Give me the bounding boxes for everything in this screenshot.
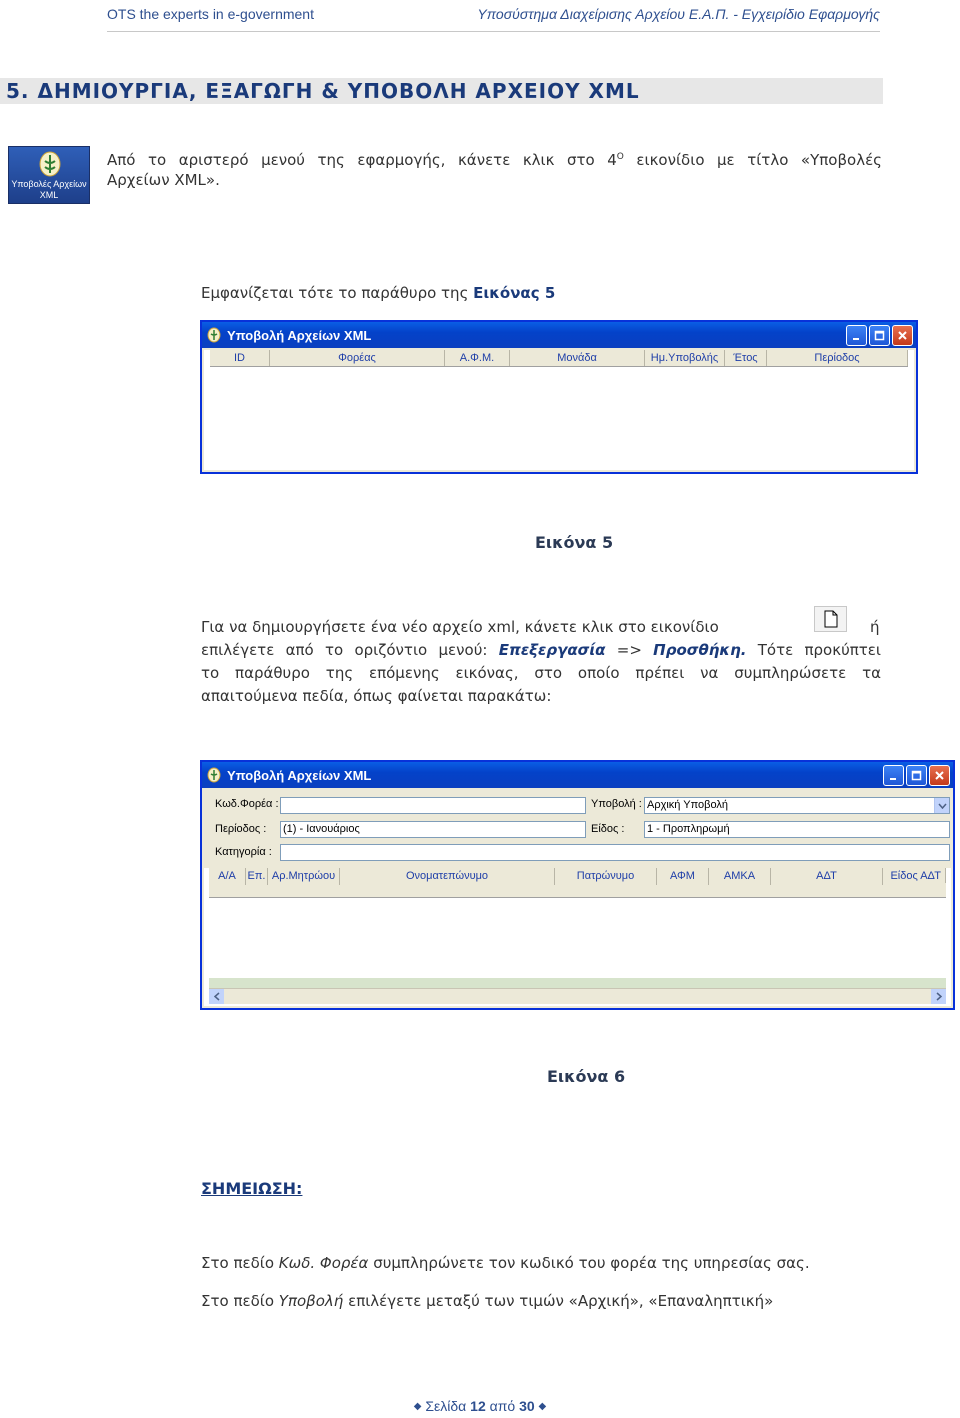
new-file-button-sample — [814, 606, 847, 632]
window-title-bar[interactable] — [202, 322, 916, 348]
horizontal-scrollbar[interactable] — [209, 988, 946, 1004]
kod-forea-field[interactable] — [280, 797, 586, 814]
emblem-icon — [39, 151, 61, 177]
page-header — [107, 6, 880, 28]
eidos-label: Είδος : — [591, 823, 625, 835]
intro-text-b: εικονίδιο με τίτλο «Υποβολές — [636, 151, 882, 169]
col-header-ep[interactable]: Επ. — [246, 868, 268, 885]
katigoria-label: Κατηγορία : — [215, 846, 272, 858]
scroll-right-button[interactable] — [931, 989, 946, 1004]
maximize-icon — [874, 330, 885, 341]
minimize-icon — [888, 770, 899, 781]
scroll-left-button[interactable] — [209, 989, 224, 1004]
window-title-bar[interactable] — [202, 762, 953, 788]
menu-add-label: Προσθήκη. — [653, 641, 747, 659]
xml-submission-form-window — [200, 760, 955, 1010]
intro-line-1 — [107, 146, 882, 171]
col-header-mitroo[interactable]: Αρ.Μητρώου — [268, 868, 340, 885]
grid-header — [209, 868, 946, 898]
new-file-line-1a: Για να δημιουργήσετε ένα νέο αρχείο xml, κάνετε κλικ στο εικονίδιο — [201, 618, 719, 636]
note1-text-a: Στο πεδίο — [201, 1254, 279, 1272]
katigoria-field[interactable] — [280, 844, 950, 861]
diamond-icon: ◆ — [538, 1401, 547, 1412]
close-button[interactable] — [929, 765, 950, 786]
footer-total-pages: 30 — [519, 1398, 535, 1414]
chevron-left-icon — [214, 992, 220, 1001]
note-line-1 — [201, 1252, 810, 1274]
figure-6-caption: Εικόνα 6 — [547, 1067, 626, 1086]
fig5-reference: Εικόνας 5 — [473, 284, 556, 302]
intro-text-a: Από το αριστερό μενού της εφαρμογής, κάνετε κλικ στο 4 — [107, 151, 617, 169]
close-icon — [934, 770, 945, 781]
col-header-eidos-adt[interactable]: Είδος ΑΔΤ — [883, 868, 946, 883]
col-header-afm[interactable]: Α.Φ.Μ. — [445, 350, 510, 366]
app-small-icon — [206, 767, 222, 783]
new-document-icon — [823, 610, 839, 628]
chevron-right-icon — [936, 992, 942, 1001]
footer-page-number: 12 — [470, 1398, 486, 1414]
menu-instruction-text: επιλέγετε από το οριζόντιο μενού: — [201, 641, 499, 659]
fig5-intro-text: Εμφανίζεται τότε το παράθυρο της — [201, 284, 474, 302]
col-header-submission-date[interactable]: Ημ.Υποβολής — [645, 350, 725, 366]
window-title: Υποβολή Αρχείων XML — [227, 327, 372, 343]
section-title: 5. ΔΗΜΙΟΥΡΓΙΑ, ΕΞΑΓΩΓΗ & ΥΠΟΒΟΛΗ ΑΡΧΕΙΟΥ XML — [0, 78, 883, 104]
maximize-icon — [911, 770, 922, 781]
ypovoli-select[interactable] — [644, 797, 950, 814]
note1-text-b: συμπληρώνετε τον κωδικό του φορέα της υπηρεσίας σας. — [368, 1254, 810, 1272]
window-controls — [846, 325, 913, 346]
new-file-line-3: το παράθυρο της επόμενης εικόνας, στο οποίο πρέπει να συμπληρώσετε τα — [201, 664, 881, 682]
maximize-button[interactable] — [906, 765, 927, 786]
submissions-grid[interactable] — [204, 350, 914, 470]
employees-grid[interactable] — [204, 868, 951, 1006]
minimize-button[interactable] — [883, 765, 904, 786]
menu-arrow: => — [605, 641, 654, 659]
new-file-line-2 — [201, 639, 881, 661]
col-header-aa[interactable]: Α/Α — [209, 868, 246, 885]
col-header-period[interactable]: Περίοδος — [767, 350, 908, 366]
then-text: Τότε προκύπτει — [746, 641, 881, 659]
chevron-down-icon — [938, 803, 947, 809]
ypovoli-label: Υποβολή : — [591, 798, 642, 810]
header-document-title: Υποσύστημα Διαχείρισης Αρχείου Ε.Α.Π. - Εγχειρίδιο Εφαρμογής — [477, 6, 880, 22]
submissions-list-window — [200, 320, 918, 474]
close-icon — [897, 330, 908, 341]
periodos-field[interactable]: (1) - Ιανουάριος — [280, 821, 586, 838]
col-header-year[interactable]: Έτος — [725, 350, 767, 366]
col-header-afm[interactable]: ΑΦΜ — [657, 868, 709, 885]
note-title: ΣΗΜΕΙΩΣΗ: — [201, 1179, 303, 1198]
col-header-amka[interactable]: ΑΜΚΑ — [709, 868, 771, 885]
ordinal-superscript: Ο — [616, 152, 624, 162]
footer-of-label: από — [489, 1398, 516, 1414]
fig5-intro-paragraph — [201, 282, 555, 304]
menu-edit-label: Επεξεργασία — [498, 641, 606, 659]
diamond-icon: ◆ — [413, 1401, 422, 1412]
page-footer — [0, 1398, 960, 1414]
window-controls — [883, 765, 950, 786]
app-icon-caption: Υποβολές Αρχείων XML — [11, 179, 87, 200]
periodos-label: Περίοδος : — [215, 823, 267, 835]
xml-submissions-app-icon — [8, 146, 90, 204]
col-header-id[interactable]: ID — [210, 350, 270, 366]
ypovoli-selected-value: Αρχική Υποβολή — [647, 799, 729, 811]
note2-field-name: Υποβολή — [278, 1292, 344, 1310]
footer-page-label: Σελίδα — [425, 1398, 467, 1414]
close-button[interactable] — [892, 325, 913, 346]
eidos-field[interactable]: 1 - Προπληρωμή — [644, 821, 950, 838]
grid-header — [210, 350, 908, 367]
window-title: Υποβολή Αρχείων XML — [227, 767, 372, 783]
note1-field-name: Κωδ. Φορέα — [278, 1254, 369, 1272]
col-header-monada[interactable]: Μονάδα — [510, 350, 645, 366]
ypovoli-dropdown-button[interactable] — [934, 798, 949, 813]
new-file-line-4: απαιτούμενα πεδία, όπως φαίνεται παρακάτω: — [201, 687, 552, 705]
kod-forea-label: Κωδ.Φορέα : — [215, 798, 279, 810]
col-header-adt[interactable]: ΑΔΤ — [771, 868, 883, 885]
note-line-2 — [201, 1290, 773, 1312]
col-header-foreas[interactable]: Φορέας — [270, 350, 445, 366]
col-header-patronymo[interactable]: Πατρώνυμο — [555, 868, 657, 885]
col-header-onomateponymo[interactable]: Ονοματεπώνυμο — [340, 868, 555, 885]
figure-5-caption: Εικόνα 5 — [535, 533, 614, 552]
header-company: OTS the experts in e-government — [107, 6, 314, 22]
app-small-icon — [206, 327, 222, 343]
minimize-button[interactable] — [846, 325, 867, 346]
note2-text-b: επιλέγετε μεταξύ των τιμών «Αρχική», «Επαναληπτική» — [343, 1292, 774, 1310]
note2-text-a: Στο πεδίο — [201, 1292, 279, 1310]
new-file-line-1b: ή — [870, 618, 880, 636]
form-client-area — [204, 790, 951, 1006]
header-divider — [107, 31, 880, 32]
maximize-button[interactable] — [869, 325, 890, 346]
intro-line-2: Αρχείων XML». — [107, 171, 220, 189]
minimize-icon — [851, 330, 862, 341]
